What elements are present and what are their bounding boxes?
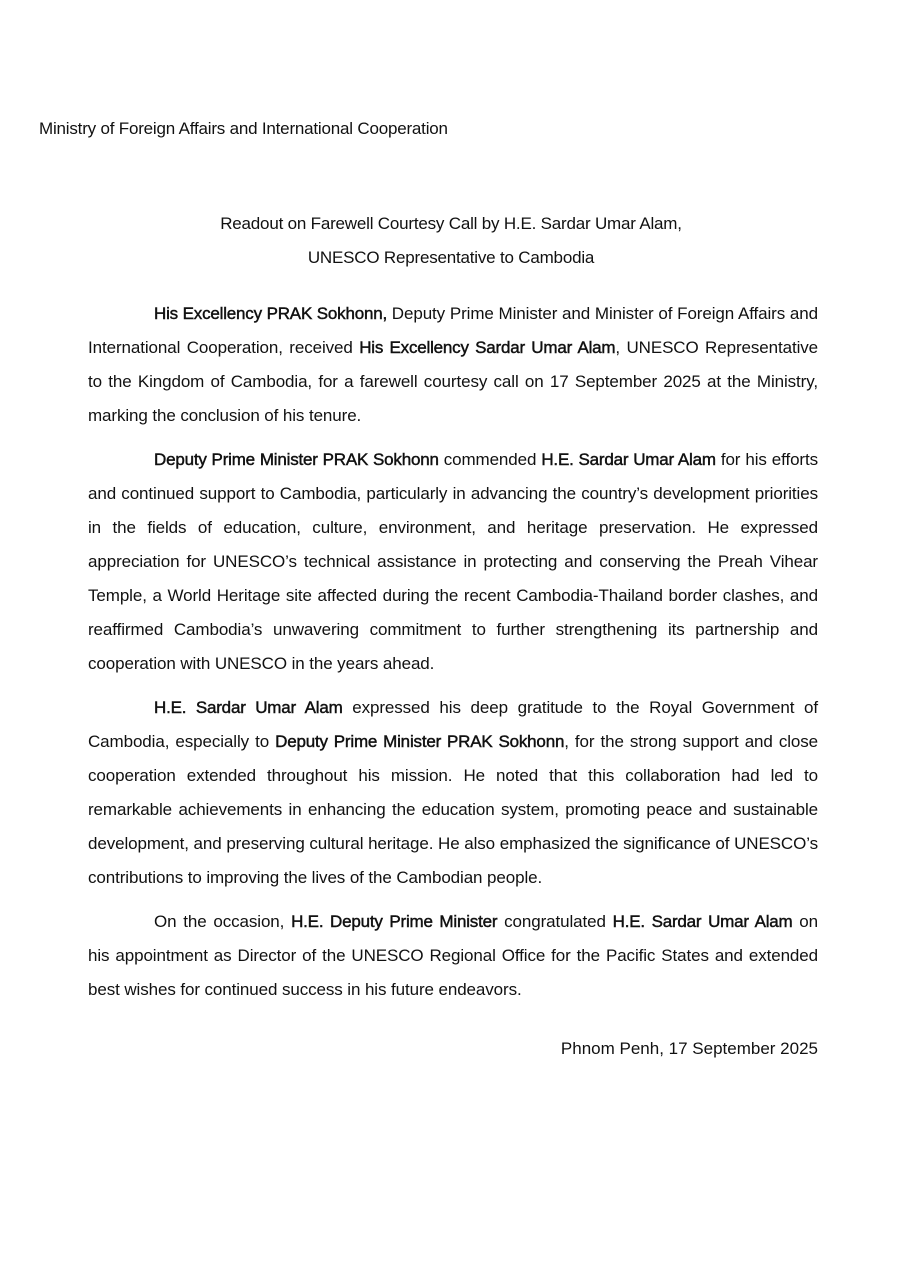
bold-name: Deputy Prime Minister PRAK Sokhonn <box>275 732 565 751</box>
bold-name: Deputy Prime Minister PRAK Sokhonn <box>154 450 439 469</box>
paragraph-text: on his appointment as Director of the UNESCO Regional Office for the Pacific States and extended best wishes for continued success in his future endeavors. <box>88 912 818 999</box>
bold-name: His Excellency PRAK Sokhonn, <box>154 304 388 323</box>
bold-name: H.E. Sardar Umar Alam <box>612 912 793 931</box>
paragraph-text: On the occasion, <box>154 912 292 931</box>
paragraph-text: congratulated <box>497 912 613 931</box>
ministry-header: Ministry of Foreign Affairs and International Cooperation <box>39 119 448 138</box>
title-line-1: Readout on Farewell Courtesy Call by H.E. Sardar Umar Alam, <box>220 214 682 233</box>
bold-name: His Excellency Sardar Umar Alam <box>359 338 616 357</box>
paragraph-3 <box>88 691 818 895</box>
paragraph-text: commended <box>438 450 542 469</box>
paragraph-4 <box>88 905 818 1007</box>
document-title <box>0 207 902 275</box>
title-line-2: UNESCO Representative to Cambodia <box>307 248 595 267</box>
bold-name: H.E. Deputy Prime Minister <box>291 912 498 931</box>
bold-name: H.E. Sardar Umar Alam <box>154 698 343 717</box>
document-body <box>88 297 818 1017</box>
place-date-signoff: Phnom Penh, 17 September 2025 <box>560 1039 818 1058</box>
paragraph-text: , UNESCO Representative to the Kingdom of Cambodia, for a farewell courtesy call on 17 September 2025 at the Ministry, marking the conclusion of his tenure. <box>88 338 818 425</box>
paragraph-text: for his efforts and continued support to Cambodia, particularly in advancing the country’s development priorities in the fields of education, culture, environment, and heritage preservation. He expressed appreciation for UNESCO’s technical assistance in protecting and conserving the Preah Vihear Temple, a World Heritage site affected during the recent Cambodia-Thailand border clashes, and reaffirmed Cambodia’s unwavering commitment to further strengthening its partnership and cooperation with UNESCO in the years ahead. <box>88 450 819 673</box>
paragraph-1 <box>88 297 818 433</box>
paragraph-text: , for the strong support and close cooperation extended throughout his mission. He noted that this collaboration had led to remarkable achievements in enhancing the education system, promoting peace and sustainable development, and preserving cultural heritage. He also emphasized the significance of UNESCO’s contributions to improving the lives of the Cambodian people. <box>88 732 819 887</box>
paragraph-text: expressed his deep gratitude to the Royal Government of Cambodia, especially to <box>88 698 818 751</box>
bold-name: H.E. Sardar Umar Alam <box>541 450 716 469</box>
paragraph-2 <box>88 443 818 681</box>
paragraph-text: Deputy Prime Minister and Minister of Foreign Affairs and International Cooperation, received <box>88 304 818 357</box>
